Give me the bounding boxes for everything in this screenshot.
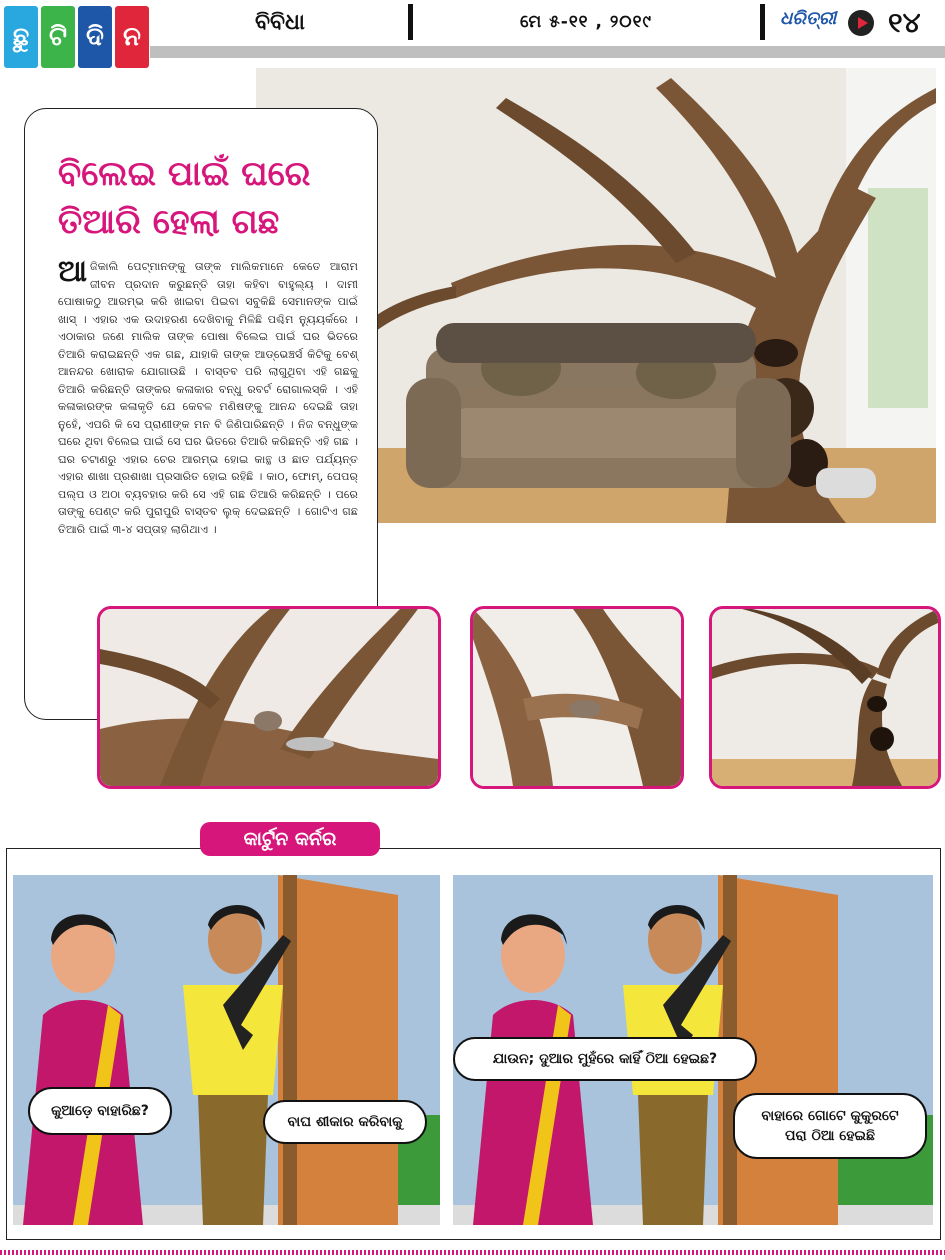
- photo-cat-branch: [97, 606, 441, 789]
- logo-letter: ଦି: [78, 6, 112, 68]
- brand-name: ଧରିତ୍ରୀ: [780, 8, 837, 29]
- logo-letter: ଛୁ: [4, 6, 38, 68]
- divider: [408, 4, 413, 40]
- cartoon-panel-1: [13, 875, 440, 1225]
- article-headline: [58, 150, 368, 246]
- issue-date: ମେ ୫-୧୧ , ୨୦୧୯: [520, 12, 652, 32]
- cartoon-panel-2: [453, 875, 933, 1225]
- photo-tree-overview: [709, 606, 941, 789]
- speech-bubble-man: [733, 1093, 927, 1159]
- masthead: [0, 0, 945, 60]
- logo-letter: ଟି: [41, 6, 75, 68]
- footer-rule: [0, 1250, 945, 1255]
- play-icon: [848, 10, 874, 36]
- headline-line: ତିଆରି ହେଲା ଗଛ: [58, 202, 280, 242]
- bubble-line: ପରା ଠିଆ ହେଇଛି: [785, 1128, 875, 1144]
- page-number: ୧୪: [888, 6, 921, 39]
- cartoon-corner-banner: କାର୍ଟୁନ କର୍ନର: [200, 822, 380, 856]
- divider: [760, 4, 765, 40]
- logo-letter: ନ: [115, 6, 149, 68]
- bubble-line: ବାହାରେ ଗୋଟେ କୁକୁରଟେ: [761, 1108, 899, 1124]
- section-title: ବିବିଧା: [255, 10, 305, 35]
- headline-line: ବିଲେଇ ପାଇଁ ଘରେ: [58, 154, 311, 194]
- speech-bubble-woman: ଯାଉନ; ଦୁଆର ମୁହଁରେ କାହିଁ ଠିଆ ହେଇଛ?: [453, 1037, 757, 1081]
- header-strip: [150, 46, 945, 58]
- article-body: [58, 254, 358, 538]
- publication-logo: [4, 6, 149, 68]
- drop-cap: ଆ: [58, 254, 88, 289]
- speech-bubble-woman: କୁଆଡ଼େ ବାହାରିଛ?: [28, 1087, 172, 1135]
- photo-cat-resting: [470, 606, 684, 789]
- speech-bubble-man: ବାଘ ଶୀକାର କରିବାକୁ: [263, 1100, 427, 1144]
- article-body-text: ଜିକାଲି ପେଟ୍‌ମାନଙ୍କୁ ତାଙ୍କ ମାଲିକମାନେ କେତେ ଆରାମ ଜୀବନ ପ୍ରଦାନ କରୁଛନ୍ତି ତାହା କହିବା ବାହୁଲ୍ୟ । ଦାମୀ ପୋଷାକଠୁ ଆରମ୍ଭ କରି ଖାଇବା ପିଇବା ସବୁକିଛି ସେମାନଙ୍କ ପାଇଁ ଖାସ୍ । ଏହାର ଏକ ଉଦାହରଣ ଦେଖିବାକୁ ମିଳିଛି ପଶ୍ଚିମ ନ୍ୟୁୟର୍କରେ । ଏଠାକାର ଜଣେ ମାଲିକ ତାଙ୍କ ପୋଷା ବିଲେଇ ପାଇଁ ଘର ଭିତରେ ତିଆରି କରାଇଛନ୍ତି ଏକ ଗଛ, ଯାହାକି ତାଙ୍କ ଆଡ୍‌ଭେଞ୍ଚର୍ସ କିଟିକୁ ବେଶ୍ ଆନନ୍ଦର ଖୋରାକ ଯୋଗାଉଛି । ବାସ୍ତବ ପରି ଲାଗୁଥିବା ଏହି ଗଛକୁ ତିଆରି କରିଛନ୍ତି ତାଙ୍କର କଳାକାର ବନ୍ଧୁ ରବର୍ଟ ରୋଗାଲସ୍କି । ଏହି କଳାକାରଙ୍କ କଳାକୃତି ଯେ କେବଳ ମଣିଷଙ୍କୁ ଆନନ୍ଦ ଦେଇଛି ତାହା ନୁହେଁ, ଏପରି କି ସେ ପ୍ରାଣୀଙ୍କ ମନ ବି ଜିଣିପାରିଛନ୍ତି । ନିଜ ବନ୍ଧୁଙ୍କ ଘରେ ଥିବା ବିଲେଇ ପାଇଁ ସେ ଘର ଭିତରେ ତିଆରି କରିଛନ୍ତି ଏହି ଗଛ । ଘର ଚଟାଣରୁ ଏହାର ଚେର ଆରମ୍ଭ ହୋଇ କାନ୍ଥ ଓ ଛାତ ପର୍ଯ୍ୟନ୍ତ ଏହାର ଶାଖା ପ୍ରଶାଖା ପ୍ରସାରିତ ହୋଇ ରହିଛି । କାଠ, ଫୋମ୍, ପେପର୍ ପଲ୍ପ ଓ ଅଠା ବ୍ୟବହାର କରି ସେ ଏହି ଗଛ ତିଆରି କରିଛନ୍ତି । ପରେ ତାଙ୍କୁ ପେଣ୍ଟ କରି ପୁରାପୁରି ବାସ୍ତବ ଲୁକ୍ ଦେଇଛନ୍ତି । ଗୋଟିଏ ଗଛ ତିଆରି ପାଇଁ ୩-୪ ସପ୍ତାହ ଲାଗିଥାଏ ।: [58, 260, 358, 536]
